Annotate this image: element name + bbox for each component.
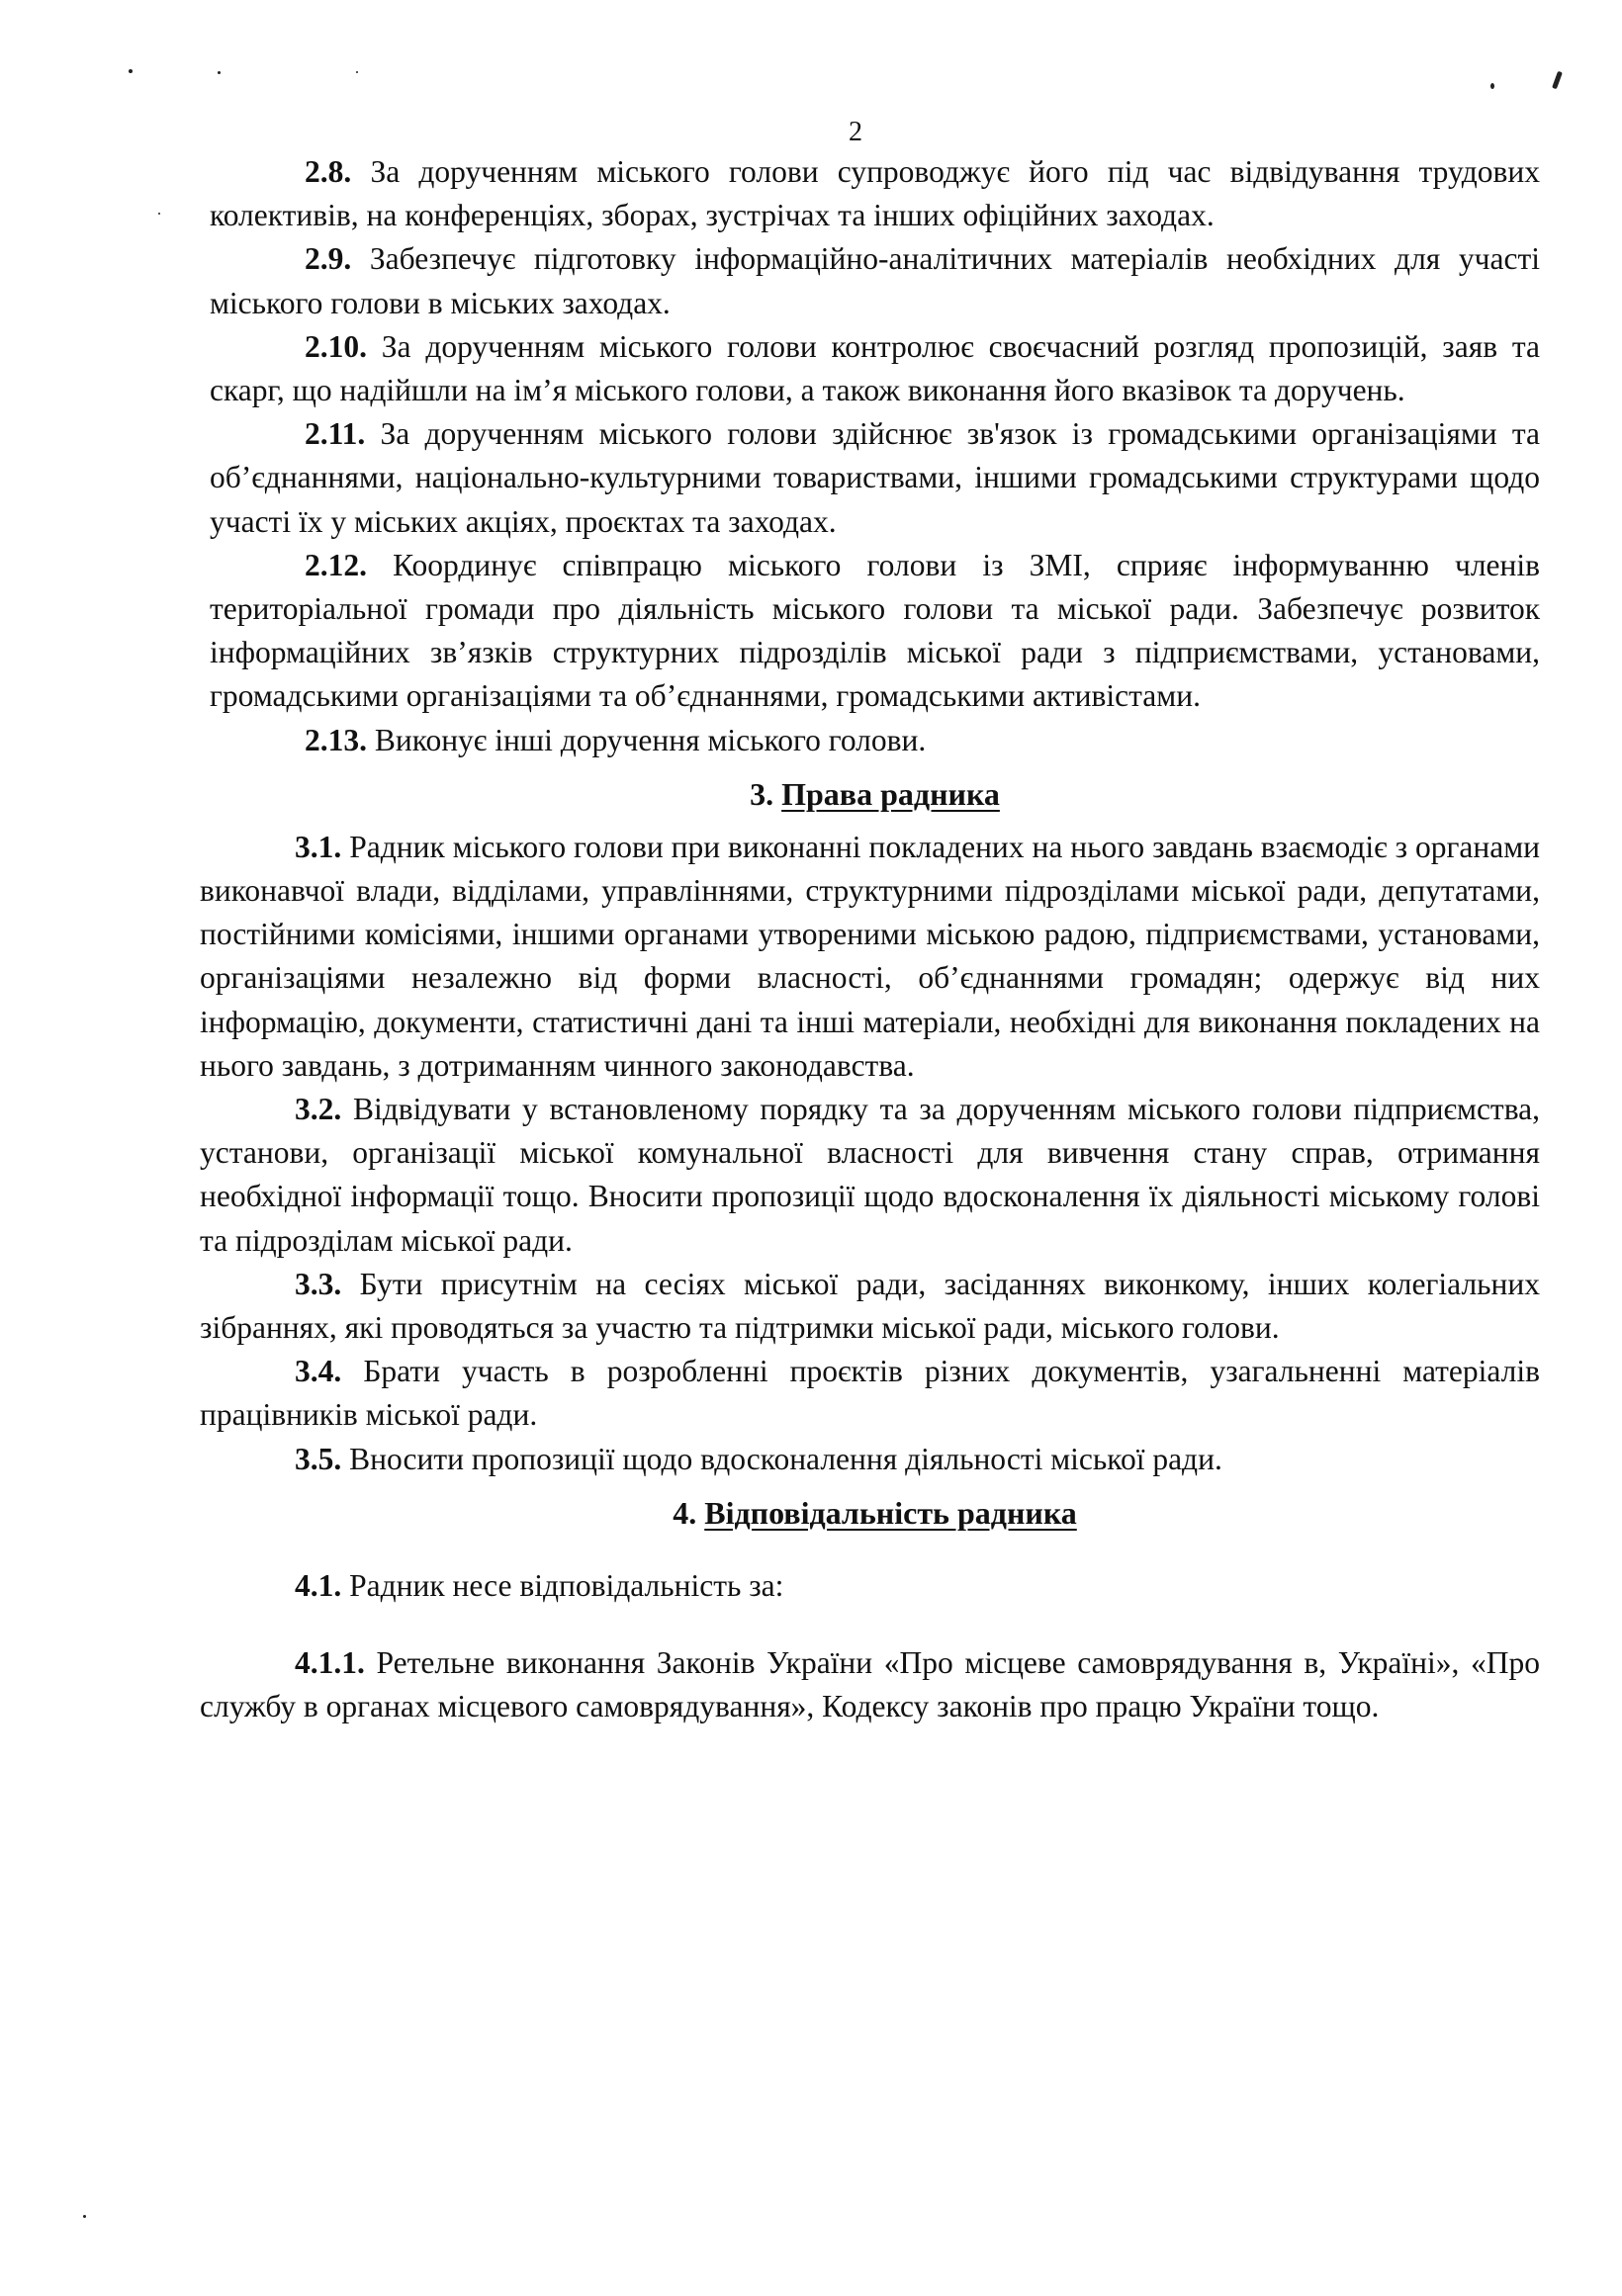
section-title: Права радника bbox=[781, 775, 1000, 812]
clause-number: 4.1.1. bbox=[295, 1645, 365, 1681]
clause-3-1 bbox=[200, 826, 1540, 1088]
clause-3-2 bbox=[200, 1088, 1540, 1263]
clause-number: 2.8. bbox=[305, 154, 352, 189]
clause-3-3 bbox=[200, 1263, 1540, 1350]
clause-number: 3.3. bbox=[295, 1266, 342, 1301]
clause-text: Координує співпрацю міського голови із ЗМІ, сприяє інформуванню членів територіальної громади про діяльність міського голови та міської ради. Забезпечує розвиток інформаційних зв’язків структурних підрозділів міської ради з підприємствами, установами, громадськими організаціями та об’єднаннями, громадськими активістами. bbox=[210, 547, 1540, 714]
clause-2-9 bbox=[210, 237, 1540, 324]
clause-number: 2.11. bbox=[305, 416, 366, 452]
scan-speck bbox=[158, 213, 160, 215]
scan-speck bbox=[1490, 83, 1494, 89]
clause-text: За дорученням міського голови здійснює зв'язок із громадськими організаціями та об’єднаннями, національно-культурними товариствами, іншими громадськими структурами щодо участі їх у міських акціях, проєктах та заходах. bbox=[210, 416, 1540, 539]
clause-number: 3.5. bbox=[295, 1441, 342, 1476]
section-3-body bbox=[200, 826, 1540, 1481]
clause-number: 2.9. bbox=[305, 241, 352, 277]
clause-number: 4.1. bbox=[295, 1567, 342, 1603]
scan-speck bbox=[218, 71, 221, 74]
clause-4-1 bbox=[200, 1564, 1540, 1608]
clause-number: 3.1. bbox=[295, 829, 342, 864]
section-title: Відповідальність радника bbox=[704, 1494, 1077, 1531]
clause-text: Брати участь в розробленні проєктів різних документів, узагальненні матеріалів працівників міської ради. bbox=[200, 1354, 1541, 1433]
clause-2-8 bbox=[210, 150, 1540, 237]
page-number: 2 bbox=[849, 117, 862, 147]
clause-text: Відвідувати у встановленому порядку та за дорученням міського голови підприємства, установи, організації міської комунальної власності для вивчення стану справ, отримання необхідної інформації тощо. Вносити пропозиції щодо вдосконалення їх діяльності міському голові та підрозділам міської ради. bbox=[200, 1092, 1541, 1258]
clause-number: 2.13. bbox=[305, 722, 367, 757]
clause-text: Виконує інші доручення міського голови. bbox=[374, 722, 927, 757]
scan-speck bbox=[83, 2215, 86, 2218]
clause-3-4 bbox=[200, 1350, 1540, 1437]
section-3-heading bbox=[210, 768, 1540, 820]
clause-number: 2.10. bbox=[305, 328, 367, 364]
scan-speck bbox=[1552, 71, 1563, 90]
clause-text: Радник несе відповідальність за: bbox=[349, 1567, 784, 1603]
clause-2-13 bbox=[210, 719, 1540, 762]
clause-text: Радник міського голови при виконанні покладених на нього завдань взаємодіє з органами виконавчої влади, відділами, управліннями, структурними підрозділами міської ради, депутатами, постійними комісіями, іншими органами утвореними міською радою, підприємствами, установами, організаціями незалежно від форми власності, об’єднаннями громадян; одержує від них інформацію, документи, статистичні дані та інші матеріали, необхідні для виконання покладених на нього завдань, з дотриманням чинного законодавства. bbox=[200, 829, 1541, 1083]
spacer bbox=[210, 1608, 1540, 1641]
clause-2-11 bbox=[210, 412, 1540, 544]
clause-text: За дорученням міського голови супроводжує його під час відвідування трудових колективів, на конференціях, зборах, зустрічах та інших офіційних заходах. bbox=[210, 154, 1541, 233]
clause-2-10 bbox=[210, 325, 1540, 412]
clause-number: 3.4. bbox=[295, 1354, 342, 1389]
clause-text: Бути присутнім на сесіях міської ради, засіданнях виконкому, інших колегіальних зібраннях, які проводяться за участю та підтримки міської ради, міського голови. bbox=[200, 1266, 1540, 1346]
section-4-heading bbox=[210, 1487, 1540, 1539]
section-number: 4. bbox=[673, 1494, 697, 1531]
clause-number: 2.12. bbox=[305, 547, 367, 582]
section-number: 3. bbox=[750, 775, 774, 812]
clause-2-12 bbox=[210, 544, 1540, 719]
clause-3-5 bbox=[200, 1438, 1540, 1481]
clause-4-1-1 bbox=[200, 1641, 1540, 1728]
clause-text: За дорученням міського голови контролює своєчасний розгляд пропозицій, заяв та скарг, що надійшли на ім’я міського голови, а також виконання його вказівок та доручень. bbox=[210, 328, 1540, 408]
clause-text: Забезпечує підготовку інформаційно-аналітичних матеріалів необхідних для участі міського голови в міських заходах. bbox=[210, 241, 1540, 320]
clause-number: 3.2. bbox=[295, 1092, 342, 1127]
clause-text: Ретельне виконання Законів України «Про місцеве самоврядування в, Україні», «Про службу в органах місцевого самоврядування», Кодексу законів про працю України тощо. bbox=[200, 1645, 1540, 1724]
spacer bbox=[210, 1545, 1540, 1564]
scan-speck bbox=[356, 71, 358, 73]
document-body bbox=[200, 150, 1541, 1729]
clause-text: Вносити пропозиції щодо вдосконалення діяльності міської ради. bbox=[349, 1441, 1222, 1476]
scan-speck bbox=[129, 69, 133, 73]
